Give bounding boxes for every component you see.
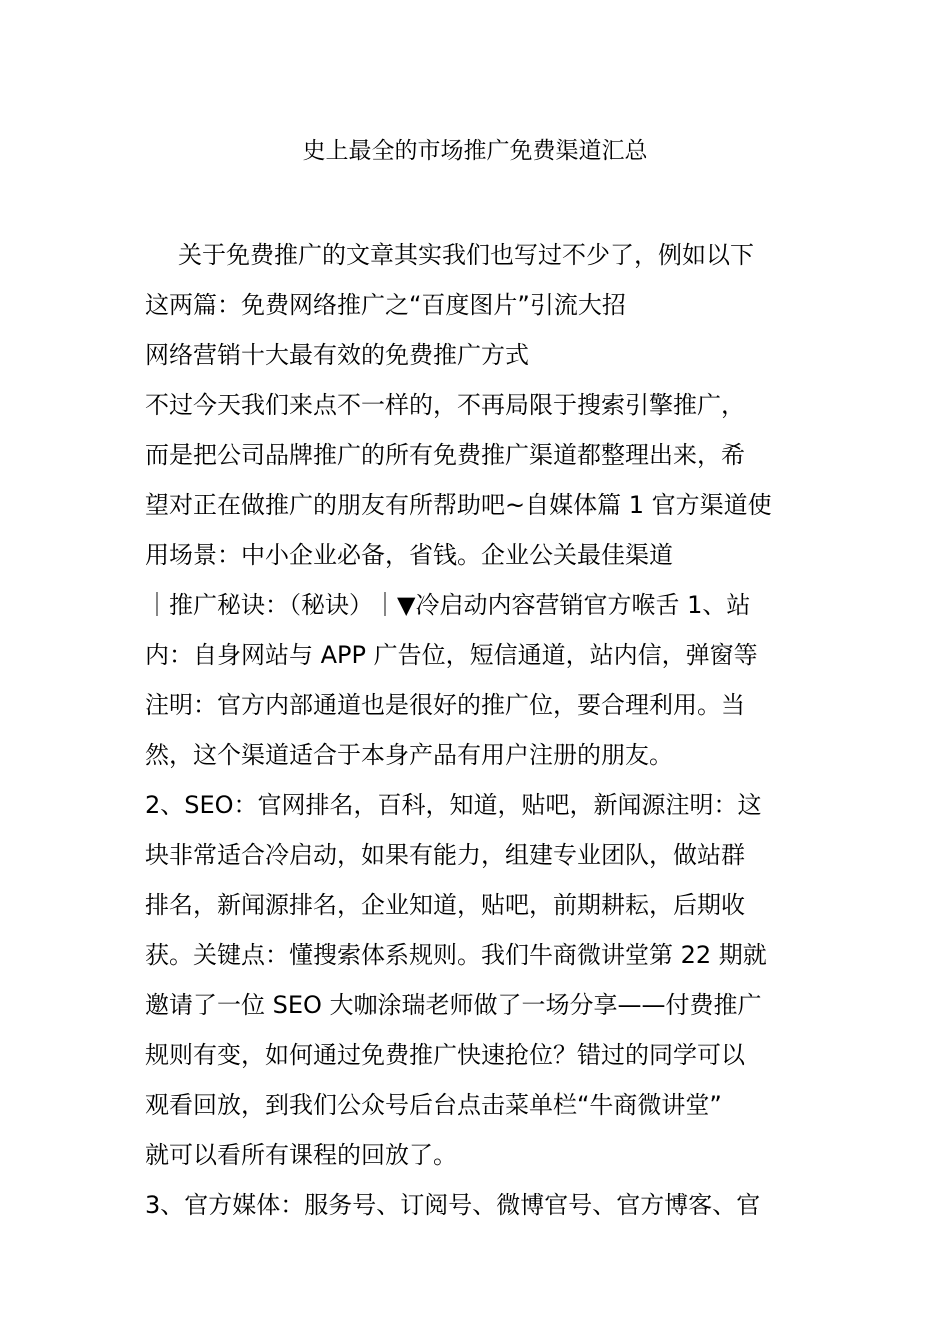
paragraph-line: 这两篇：免费网络推广之“百度图片”引流大招 <box>145 291 626 319</box>
document-title: 史上最全的市场推广免费渠道汇总 <box>302 138 648 164</box>
paragraph-line: 排名，新闻源排名，企业知道，贴吧，前期耕耘，后期收 <box>145 891 745 919</box>
paragraph-line: 观看回放，到我们公众号后台点击菜单栏“牛商微讲堂” <box>145 1091 722 1119</box>
document-body <box>145 230 815 1230</box>
paragraph-line: 然，这个渠道适合于本身产品有用户注册的朋友。 <box>145 741 673 769</box>
paragraph-line: 获。关键点：懂搜索体系规则。我们牛商微讲堂第 22 期就 <box>145 941 767 969</box>
paragraph-line: 注明：官方内部通道也是很好的推广位，要合理利用。当 <box>145 691 745 719</box>
paragraph-line: 不过今天我们来点不一样的，不再局限于搜索引擎推广， <box>145 391 745 419</box>
paragraph-line: 2、SEO：官网排名，百科，知道，贴吧，新闻源注明：这 <box>145 791 762 819</box>
paragraph-line: 而是把公司品牌推广的所有免费推广渠道都整理出来，希 <box>145 441 745 469</box>
paragraph-line: 内：自身网站与 APP 广告位，短信通道，站内信，弹窗等 <box>145 641 758 669</box>
paragraph-line: 邀请了一位 SEO 大咖涂瑞老师做了一场分享——付费推广 <box>145 991 762 1019</box>
paragraph-line: 3、官方媒体：服务号、订阅号、微博官号、官方博客、官 <box>145 1191 761 1219</box>
paragraph-line: 规则有变，如何通过免费推广快速抢位？错过的同学可以 <box>145 1041 745 1069</box>
paragraph-line: 关于免费推广的文章其实我们也写过不少了，例如以下 <box>178 241 754 269</box>
paragraph-line: 用场景：中小企业必备，省钱。企业公关最佳渠道 <box>145 541 673 569</box>
paragraph-line: 望对正在做推广的朋友有所帮助吧~自媒体篇 1 官方渠道使 <box>145 491 772 519</box>
paragraph-line: 就可以看所有课程的回放了。 <box>145 1141 457 1169</box>
paragraph-line: 块非常适合冷启动，如果有能力，组建专业团队，做站群 <box>145 841 745 869</box>
paragraph-line: ｜推广秘诀：（秘诀）｜▼冷启动内容营销官方喉舌 1、站 <box>145 591 751 619</box>
paragraph-line: 网络营销十大最有效的免费推广方式 <box>145 341 529 369</box>
